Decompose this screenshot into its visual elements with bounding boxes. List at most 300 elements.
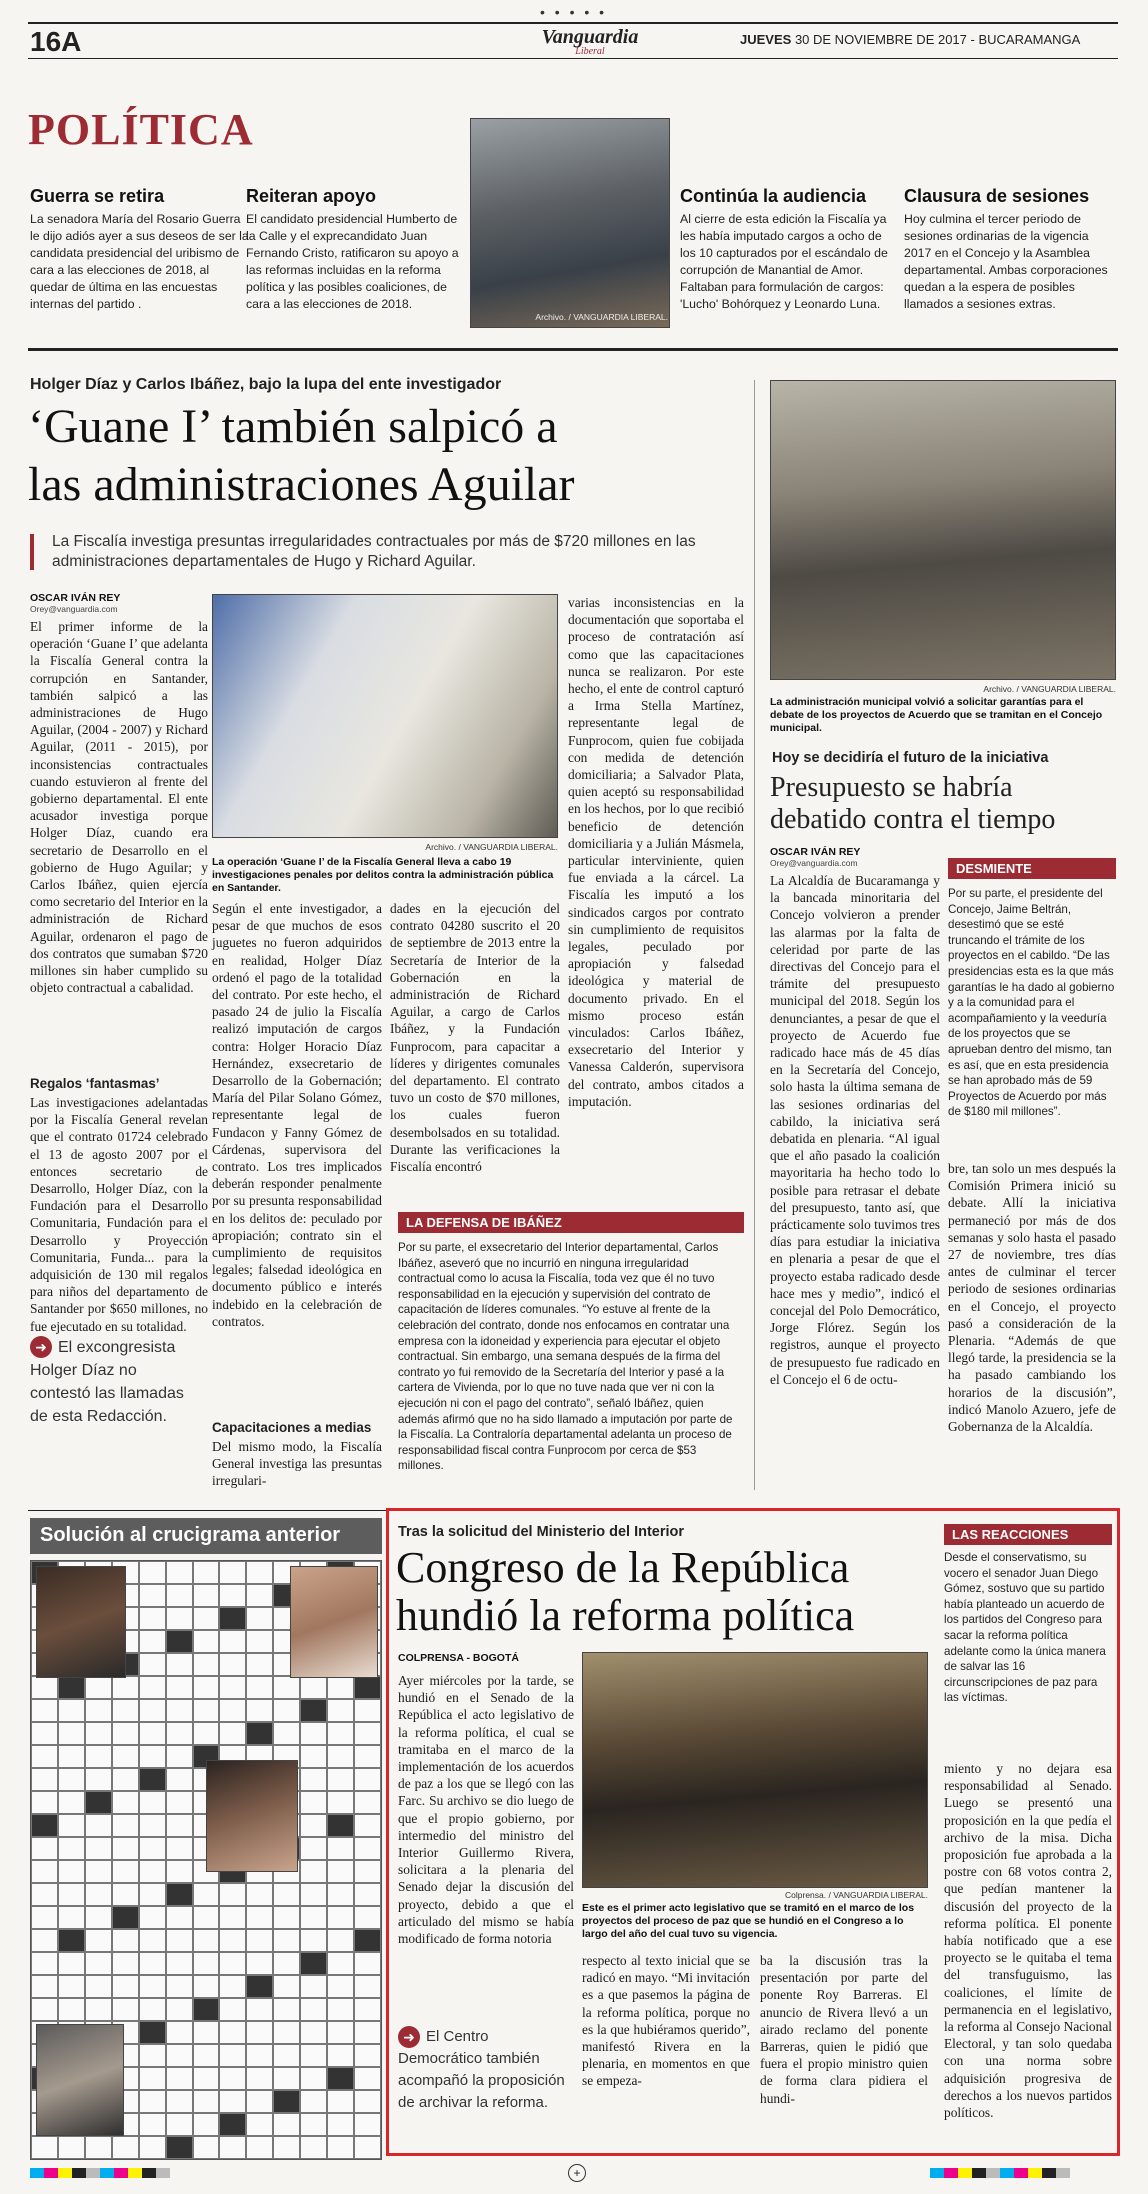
crossword-cell bbox=[327, 1676, 354, 1699]
crossword-cell bbox=[273, 2067, 300, 2090]
crossword-cell bbox=[246, 1630, 273, 1653]
crossword-cell bbox=[354, 1975, 381, 1998]
crossword-cell bbox=[354, 1952, 381, 1975]
crossword-cell bbox=[31, 1837, 58, 1860]
crossword-cell bbox=[273, 1722, 300, 1745]
brief-title: Guerra se retira bbox=[30, 186, 165, 206]
crossword-cell bbox=[112, 1814, 139, 1837]
crossword-cell bbox=[327, 1745, 354, 1768]
crossword-cell bbox=[273, 2090, 300, 2113]
article3-reacciones-tag: LAS REACCIONES bbox=[944, 1524, 1112, 1545]
crosshair-icon: + bbox=[568, 2164, 586, 2182]
crossword-cell bbox=[273, 2113, 300, 2136]
crossword-cell bbox=[246, 1975, 273, 1998]
crossword-cell bbox=[300, 2067, 327, 2090]
crossword-cell bbox=[166, 2044, 193, 2067]
color-registration-bar-right bbox=[930, 2168, 1070, 2178]
crossword-cell bbox=[327, 1768, 354, 1791]
crossword-cell bbox=[327, 1929, 354, 1952]
crossword-cell bbox=[273, 2136, 300, 2159]
arrow-right-icon: ➜ bbox=[30, 1336, 52, 1358]
crossword-cell bbox=[354, 1814, 381, 1837]
crossword-cell bbox=[300, 1676, 327, 1699]
crossword-portrait-3 bbox=[206, 1760, 298, 1872]
article2-byline: OSCAR IVÁN REY bbox=[770, 846, 861, 858]
article1-defensa-text: Por su parte, el exsecretario del Interior departamental, Carlos Ibáñez, aseveró que no incurrió en ninguna irregularidad contractual como lo acusa la Fiscalía, toda vez que él no tuvo responsabilidad en la ejecución y supervisión del contrato de capacitación de líderes comunales. “Yo estuve al frente de la celebración del contrato, donde nos enfocamos en contratar una empresa con la idoneidad y experiencia para ejecutar el objeto contractual. Sin embargo, una semana después de la firma del contrato yo fui removido de la Secretaría del Interior y pasé a la cartera de Vivienda, por lo que no tuve nada que ver ni con la ejecución ni con el pago del contrato”, señaló Ibáñez, quien además afirmó que no ha sido llamado a imputación por parte de la Fiscalía. La Contraloría departamental adelanta un proceso de responsabilidad fiscal contra Funprocom por cerca de $53 millones. bbox=[398, 1241, 733, 1473]
crossword-cell bbox=[58, 1768, 85, 1791]
crossword-cell bbox=[139, 2136, 166, 2159]
headline-line: hundió la reforma política bbox=[396, 1591, 855, 1640]
brand-sub: Liberal bbox=[575, 46, 605, 57]
crossword-cell bbox=[354, 1860, 381, 1883]
crossword-cell bbox=[166, 1630, 193, 1653]
article2-desmiente-text: Por su parte, el presidente del Concejo, Jaime Beltrán, desestimó que se esté truncando el trámite de los proyectos en el cabildo. “De las presidencias esta es la que más garantías le ha dado al gobierno y a la comunidad para el acompañamiento y la veeduría de los proyectos que se aprueban dentro del mismo, tan es así, que en esta presidencia se han aprobado más de 59 Proyectos de Acuerdo por más de $180 mil millones”. bbox=[948, 887, 1115, 1119]
crossword-cell bbox=[219, 2090, 246, 2113]
crossword-cell bbox=[300, 1975, 327, 1998]
crossword-cell bbox=[246, 1952, 273, 1975]
date-rest: 30 DE NOVIEMBRE DE 2017 - BUCARAMANGA bbox=[794, 32, 1081, 47]
crossword-cell bbox=[58, 1906, 85, 1929]
crossword-cell bbox=[58, 1929, 85, 1952]
crossword-cell bbox=[354, 1791, 381, 1814]
article2-email: Orey@vanguardia.com bbox=[770, 858, 858, 868]
crossword-cell bbox=[166, 1699, 193, 1722]
crossword-cell bbox=[300, 1745, 327, 1768]
crossword-cell bbox=[300, 2113, 327, 2136]
crossword-cell bbox=[31, 1791, 58, 1814]
crossword-cell bbox=[193, 2021, 220, 2044]
crossword-cell bbox=[58, 1699, 85, 1722]
crossword-cell bbox=[300, 1998, 327, 2021]
crossword-cell bbox=[85, 1676, 112, 1699]
crossword-cell bbox=[219, 2067, 246, 2090]
crossword-cell bbox=[354, 1676, 381, 1699]
crossword-cell bbox=[193, 1906, 220, 1929]
crossword-cell bbox=[139, 1607, 166, 1630]
crossword-cell bbox=[139, 1929, 166, 1952]
crossword-cell bbox=[219, 2044, 246, 2067]
crossword-cell bbox=[139, 1653, 166, 1676]
pull-text: El Centro Democrático también acompañó la proposición de archivar la reforma. bbox=[398, 2028, 565, 2111]
crossword-cell bbox=[219, 1630, 246, 1653]
crossword-cell bbox=[166, 1653, 193, 1676]
article1-photo bbox=[212, 594, 558, 838]
article3-byline: COLPRENSA - BOGOTÁ bbox=[398, 1652, 519, 1664]
crossword-cell bbox=[31, 1814, 58, 1837]
crossword-cell bbox=[166, 1676, 193, 1699]
crossword-cell bbox=[273, 1883, 300, 1906]
crossword-cell bbox=[31, 1722, 58, 1745]
header-top-rule bbox=[28, 22, 1118, 24]
crossword-cell bbox=[246, 2113, 273, 2136]
crossword-cell bbox=[139, 1630, 166, 1653]
crossword-cell bbox=[166, 1607, 193, 1630]
crossword-cell bbox=[58, 1952, 85, 1975]
crossword-cell bbox=[139, 1722, 166, 1745]
color-registration-bar-left bbox=[30, 2168, 170, 2178]
crossword-cell bbox=[354, 1837, 381, 1860]
crossword-cell bbox=[193, 1676, 220, 1699]
crossword-cell bbox=[58, 1791, 85, 1814]
crossword-cell bbox=[166, 1883, 193, 1906]
crossword-cell bbox=[139, 1998, 166, 2021]
crossword-cell bbox=[246, 2044, 273, 2067]
crossword-cell bbox=[193, 1561, 220, 1584]
article1-col3: dades en la ejecución del contrato 04280 suscrito el 20 de septiembre de 2013 entre la Secretaría de Interior de la Gobernación en la administración de Richard Aguilar, a cargo de Carlos Ibáñez, y la Fundación Funprocom, para capacitar a líderes y dirigentes comunales del departamento. El contrato tuvo un costo de $70 millones, los cuales fueron desembolsados en su totalidad. Durante las verificaciones la Fiscalía encontró bbox=[390, 901, 560, 1175]
crossword-cell bbox=[219, 1653, 246, 1676]
crossword-cell bbox=[327, 1906, 354, 1929]
crossword-cell bbox=[139, 2113, 166, 2136]
crossword-cell bbox=[85, 2136, 112, 2159]
crossword-cell bbox=[193, 1653, 220, 1676]
crossword-cell bbox=[85, 1952, 112, 1975]
crossword-cell bbox=[112, 1745, 139, 1768]
crossword-cell bbox=[166, 2113, 193, 2136]
crossword-cell bbox=[246, 1584, 273, 1607]
article3-photo-caption: Este es el primer acto legislativo que se tramitó en el marco de los proyectos del proceso de paz que se hundió en el Congreso a lo largo del año del cual tuvo su vigencia. bbox=[582, 1902, 915, 1940]
article2-desmiente-tag: DESMIENTE bbox=[948, 858, 1116, 879]
crossword-cell bbox=[246, 1722, 273, 1745]
article3-photo bbox=[582, 1652, 928, 1888]
crossword-cell bbox=[219, 1584, 246, 1607]
article3-kicker: Tras la solicitud del Ministerio del Interior bbox=[398, 1524, 685, 1540]
crossword-cell bbox=[273, 1929, 300, 1952]
crossword-cell bbox=[193, 1929, 220, 1952]
crossword-cell bbox=[246, 1883, 273, 1906]
crossword-cell bbox=[58, 2136, 85, 2159]
crossword-cell bbox=[85, 1860, 112, 1883]
section-title: POLÍTICA bbox=[28, 105, 254, 154]
crossword-cell bbox=[300, 2090, 327, 2113]
crossword-cell bbox=[354, 1699, 381, 1722]
crossword-cell bbox=[31, 1745, 58, 1768]
brief-text: Hoy culmina el tercer periodo de sesiones ordinarias de la vigencia 2017 en el Concejo y la Asamblea departamental. Ambas corporaciones quedan a la espera de posibles llamados a sesiones extras. bbox=[904, 212, 1108, 311]
crossword-cell bbox=[166, 1791, 193, 1814]
crossword-cell bbox=[273, 1906, 300, 1929]
crossword-cell bbox=[300, 1860, 327, 1883]
pull-text: El excongresista Holger Díaz no contestó las llamadas de esta Redacción. bbox=[30, 1339, 184, 1425]
crossword-portrait-2 bbox=[290, 1566, 378, 1678]
crossword-cell bbox=[139, 1676, 166, 1699]
crossword-cell bbox=[219, 1722, 246, 1745]
crossword-cell bbox=[31, 1929, 58, 1952]
crossword-cell bbox=[139, 1837, 166, 1860]
crossword-cell bbox=[327, 2044, 354, 2067]
crossword-cell bbox=[58, 1998, 85, 2021]
article1-headline bbox=[28, 398, 768, 514]
crossword-cell bbox=[219, 1906, 246, 1929]
crossword-cell bbox=[58, 1745, 85, 1768]
crossword-cell bbox=[219, 1699, 246, 1722]
crossword-cell bbox=[112, 1699, 139, 1722]
crossword-cell bbox=[327, 1814, 354, 1837]
crossword-cell bbox=[85, 1998, 112, 2021]
article1-col1b: Las investigaciones adelantadas por la Fiscalía General revelan que el contrato 01724 celebrado el 13 de agosto 2007 por el entonces secretario de Desarrollo, Holger Díaz, con la Fundación para el Desarrollo Comunitaria, Fundación para el Desarrollo y Proyección Comunitaria, Funda... para la adquisición de 130 mil regalos para niños del departamento de Santander por $650 millones, no fue ejecutado en su totalidad. bbox=[30, 1095, 208, 1334]
crossword-cell bbox=[246, 2090, 273, 2113]
crossword-cell bbox=[58, 1837, 85, 1860]
crossword-cell bbox=[354, 1745, 381, 1768]
article3-col2: respecto al texto inicial que se radicó en mayo. “Mi invitación es a que pasemos la página de la reforma política, porque no es la que hubiéramos querido”, manifestó Rivera en la plenaria, en momentos en que se empeza- bbox=[582, 1953, 750, 2089]
crossword-cell bbox=[300, 2136, 327, 2159]
crossword-cell bbox=[327, 1722, 354, 1745]
crossword-cell bbox=[327, 1975, 354, 1998]
crossword-cell bbox=[327, 1699, 354, 1722]
crossword-cell bbox=[139, 1699, 166, 1722]
article2-headline: Presupuesto se habría debatido contra el tiempo bbox=[770, 772, 1056, 835]
crossword-cell bbox=[31, 1883, 58, 1906]
crossword-cell bbox=[246, 1929, 273, 1952]
crossword-cell bbox=[112, 2136, 139, 2159]
crossword-cell bbox=[166, 1906, 193, 1929]
crossword-cell bbox=[354, 2067, 381, 2090]
article1-col2b: Del mismo modo, la Fiscalía General investiga las presuntas irregulari- bbox=[212, 1439, 382, 1489]
crossword-cell bbox=[300, 2021, 327, 2044]
headline-line: Congreso de la República bbox=[396, 1543, 850, 1592]
crossword-cell bbox=[246, 1699, 273, 1722]
crossword-cell bbox=[166, 2136, 193, 2159]
crossword-cell bbox=[31, 1975, 58, 1998]
dek-marker bbox=[30, 534, 34, 570]
crossword-cell bbox=[219, 1952, 246, 1975]
crossword-cell bbox=[300, 1883, 327, 1906]
crossword-cell bbox=[219, 1607, 246, 1630]
crossword-cell bbox=[300, 1768, 327, 1791]
crossword-cell bbox=[273, 1952, 300, 1975]
brief-reiteran bbox=[246, 186, 468, 313]
crossword-cell bbox=[300, 1791, 327, 1814]
crossword-cell bbox=[139, 1952, 166, 1975]
crossword-cell bbox=[246, 1607, 273, 1630]
crossword-cell bbox=[193, 1998, 220, 2021]
crossword-cell bbox=[246, 2067, 273, 2090]
crossword-cell bbox=[300, 2044, 327, 2067]
crossword-cell bbox=[166, 1929, 193, 1952]
crossword-cell bbox=[219, 2136, 246, 2159]
article1-pull-quote bbox=[30, 1336, 200, 1428]
crossword-cell bbox=[166, 1998, 193, 2021]
crossword-cell bbox=[58, 1722, 85, 1745]
crossword-cell bbox=[166, 1860, 193, 1883]
crossword-cell bbox=[31, 1699, 58, 1722]
brief-text: La senadora María del Rosario Guerra le dijo adiós ayer a sus deseos de ser la candidata presidencial del uribismo de cara a las elecciones de 2018, al quedar de última en las encuestas internas del partido . bbox=[30, 212, 249, 311]
brief-clausura bbox=[904, 186, 1114, 313]
crossword-cell bbox=[85, 1768, 112, 1791]
crossword-cell bbox=[166, 1837, 193, 1860]
crossword-cell bbox=[31, 1906, 58, 1929]
crossword-cell bbox=[193, 1975, 220, 1998]
crossword-cell bbox=[327, 1998, 354, 2021]
crossword-cell bbox=[193, 1722, 220, 1745]
crossword-cell bbox=[112, 1975, 139, 1998]
crossword-cell bbox=[112, 1906, 139, 1929]
crossword-cell bbox=[327, 1837, 354, 1860]
crossword-cell bbox=[354, 2090, 381, 2113]
crossword-cell bbox=[139, 1584, 166, 1607]
crossword-cell bbox=[31, 1952, 58, 1975]
crossword-cell bbox=[58, 1676, 85, 1699]
crossword-cell bbox=[246, 1998, 273, 2021]
crossword-cell bbox=[166, 1768, 193, 1791]
crossword-cell bbox=[273, 1975, 300, 1998]
article3-pull-quote bbox=[398, 2026, 574, 2114]
brand-name: Vanguardia bbox=[541, 26, 639, 48]
crossword-cell bbox=[31, 1676, 58, 1699]
article1-kicker: Holger Díaz y Carlos Ibáñez, bajo la lupa del ente investigador bbox=[30, 376, 502, 393]
crossword-cell bbox=[219, 1929, 246, 1952]
crossword-cell bbox=[166, 1584, 193, 1607]
crossword-cell bbox=[300, 1814, 327, 1837]
crossword-cell bbox=[85, 1722, 112, 1745]
crossword-cell bbox=[354, 2021, 381, 2044]
crossword-cell bbox=[85, 1837, 112, 1860]
brief-text: El candidato presidencial Humberto de la Calle y el exprecandidato Juan Fernando Cristo, ratificaron su apoyo a las reformas incluidas en la reforma política y las posibles coaliciones, de cara a las elecciones de 2018. bbox=[246, 212, 459, 311]
crossword-cell bbox=[354, 1929, 381, 1952]
crossword-cell bbox=[327, 2067, 354, 2090]
crossword-cell bbox=[193, 2090, 220, 2113]
crossword-cell bbox=[354, 1883, 381, 1906]
crossword-title: Solución al crucigrama anterior bbox=[30, 1518, 382, 1554]
crossword-cell bbox=[354, 1906, 381, 1929]
crossword-cell bbox=[112, 1883, 139, 1906]
crossword-cell bbox=[112, 1860, 139, 1883]
crossword-cell bbox=[85, 1906, 112, 1929]
article3-reacciones-text: Desde el conservatismo, su vocero el senador Juan Diego Gómez, sostuvo que su partido había planteado un acuerdo de los partidos del Congreso para sacar la reforma política adelante como la única manera de salvar las 16 circunscripciones de paz para las víctimas. bbox=[944, 1551, 1106, 1705]
crossword-cell bbox=[327, 1952, 354, 1975]
crossword-cell bbox=[85, 1929, 112, 1952]
crossword-cell bbox=[300, 1906, 327, 1929]
crossword-cell bbox=[166, 1722, 193, 1745]
page-number: 16A bbox=[30, 26, 82, 57]
crossword-cell bbox=[327, 2090, 354, 2113]
article2-col1: La Alcaldía de Bucaramanga y la bancada minoritaria del Concejo volvieron a prender las alarmas por la falta de celeridad por parte de las directivas del Concejo para el trámite del presupuesto municipal del 2018. Según los denunciantes, a pesar de que el proyecto de Acuerdo fue radicado hace más de 45 días en la Secretaría del Concejo, solo hasta la última semana de las sesiones ordinarias del cabildo, la iniciativa será debatida en plenaria. “Al igual que el año pasado la coalición mayoritaria ha hecho todo lo posible para retrasar el debate del presupuesto, tanto así, que prácticamente solo tuvimos tres días para estudiar la iniciativa en plenaria a pesar de que el proyecto estaba radicado desde hace mes y medio”, indicó el concejal del Polo Democrático, Jorge Flórez. Según los registros, aunque el proyecto de presupuesto fue radicado en el Concejo el 6 de octu- bbox=[770, 873, 940, 1387]
crossword-cell bbox=[354, 1768, 381, 1791]
article2-col2: bre, tan solo un mes después la Comisión Primera inició su debate. Allí la iniciativa permaneció por más de dos semanas y solo hasta el pasado 27 de noviembre, tres días antes de culminar el tercer periodo de sesiones ordinarias en el Concejo, el proyecto pasó a consideración de la Plenaria. “Además de que llegó tarde, la presidencia se la ha pasado cambiando los horarios de la discusión”, indicó Manolo Azuero, jefe de Gobernanza de la Alcaldía. bbox=[948, 1161, 1116, 1435]
article2-kicker: Hoy se decidiría el futuro de la iniciativa bbox=[772, 750, 1049, 766]
crossword-cell bbox=[31, 1998, 58, 2021]
crossword-cell bbox=[58, 1860, 85, 1883]
crossword-cell bbox=[139, 1745, 166, 1768]
crossword-cell bbox=[219, 2021, 246, 2044]
crossword-cell bbox=[327, 1883, 354, 1906]
crossword-cell bbox=[273, 2021, 300, 2044]
crossword-cell bbox=[112, 1768, 139, 1791]
crossword-cell bbox=[354, 2136, 381, 2159]
article2-photo bbox=[770, 380, 1116, 680]
crossword-cell bbox=[139, 1975, 166, 1998]
crossword-cell bbox=[193, 1630, 220, 1653]
article2-photo-caption: La administración municipal volvió a solicitar garantías para el debate de los proyectos de Acuerdo que se tramitan en el Concejo municipal. bbox=[770, 696, 1103, 734]
crossword-cell bbox=[112, 1676, 139, 1699]
crossword-cell bbox=[300, 1699, 327, 1722]
article1-photo-credit: Archivo. / VANGUARDIA LIBERAL. bbox=[425, 842, 558, 852]
crossword-cell bbox=[300, 1837, 327, 1860]
brief-photo-credit: Archivo. / VANGUARDIA LIBERAL. bbox=[535, 312, 668, 322]
column-divider bbox=[754, 380, 755, 1490]
crossword-cell bbox=[193, 2113, 220, 2136]
article1-byline: OSCAR IVÁN REY bbox=[30, 592, 121, 604]
brief-guerra bbox=[30, 186, 250, 313]
crossword-portrait-1 bbox=[36, 1566, 126, 1678]
article1-dek: La Fiscalía investiga presuntas irregularidades contractuales por más de $720 millones en las administraciones departamentales de Hugo y Richard Aguilar. bbox=[52, 533, 696, 570]
article3-col4: miento y no dejara esa responsabilidad al Senado. Luego se presentó una proposición en la que pedía el archivo de la misa. Dicha proposición fue aprobada a la postre con 68 votos contra 2, que pedían mantener la discusión del proyecto de la reforma política. El ponente había notificado que a ese proyecto se le quitaba el tema del transfuguismo, las coaliciones, el límite de permanencia en el legislativo, la reforma al Consejo Nacional Electoral, y tan solo quedaba con una norma sobre adquisición progresiva de derechos a los nuevos partidos políticos. bbox=[944, 1761, 1112, 2121]
crossword-cell bbox=[139, 1883, 166, 1906]
crossword-cell bbox=[139, 2021, 166, 2044]
crossword-cell bbox=[139, 1814, 166, 1837]
crossword-cell bbox=[166, 2021, 193, 2044]
crossword-cell bbox=[58, 1814, 85, 1837]
crossword-cell bbox=[327, 1791, 354, 1814]
article1-sub2: Capacitaciones a medias bbox=[212, 1420, 372, 1435]
article1-photo-caption: La operación ‘Guane I’ de la Fiscalía General lleva a cabo 19 investigaciones penales por delitos contra la administración pública en Santander. bbox=[212, 856, 554, 894]
crossword-cell bbox=[85, 1745, 112, 1768]
crossword-cell bbox=[166, 1975, 193, 1998]
header-date bbox=[740, 32, 1080, 47]
crossword-cell bbox=[112, 1722, 139, 1745]
crossword-cell bbox=[273, 1998, 300, 2021]
crossword-cell bbox=[112, 1952, 139, 1975]
crossword-cell bbox=[354, 1722, 381, 1745]
brief-title: Continúa la audiencia bbox=[680, 186, 867, 206]
crossword-cell bbox=[327, 2136, 354, 2159]
crossword-cell bbox=[354, 2044, 381, 2067]
article3-col3: ba la discusión tras la presentación por parte del ponente Roy Barreras. El anuncio de Rivera llevó a un airado reclamo del ponente Barreras, quien le pidió que fuera el propio ministro quien de forma clara pidiera el hundi- bbox=[760, 1953, 928, 2106]
crossword-cell bbox=[273, 1699, 300, 1722]
crossword-cell bbox=[139, 1791, 166, 1814]
crossword-cell bbox=[193, 1883, 220, 1906]
brief-text: Al cierre de esta edición la Fiscalía ya les había imputado cargos a ocho de los 10 capturados por el escándalo de corrupción de Manantial de Amor. Faltaban para formulación de cargos: 'Lucho' Bohórquez y Leonardo Luna. bbox=[680, 212, 888, 311]
brief-photo bbox=[470, 118, 670, 328]
crossword-cell bbox=[112, 1791, 139, 1814]
crossword-cell bbox=[31, 1768, 58, 1791]
crossword-cell bbox=[166, 1561, 193, 1584]
crossword-cell bbox=[300, 1722, 327, 1745]
crossword-cell bbox=[139, 1561, 166, 1584]
crossword-cell bbox=[246, 2136, 273, 2159]
brief-title: Clausura de sesiones bbox=[904, 186, 1090, 206]
crossword-cell bbox=[246, 2021, 273, 2044]
article1-col1: El primer informe de la operación ‘Guane I’ que adelanta la Fiscalía General contra la corrupción en Santander, también salpicó a las administraciones de Hugo Aguilar, (2004 - 2007) y Richard Aguilar, (2011 - 2015), por inconsistencias contractuales cuando estuvieron al frente del gobierno departamental. El ente acusador investiga porque Holger Díaz, cuando era secretario de Desarrollo en el gobierno de Hugo Aguilar; y Carlos Ibáñez, quien ejercía como secretario del Interior en la administración de Richard Aguilar, ordenaron el pago de dos contratos que sumaban $720 millones sin haber cumplido su objeto contractual a cabalidad. bbox=[30, 619, 208, 996]
crossword-cell bbox=[31, 1860, 58, 1883]
crossword-cell bbox=[139, 2044, 166, 2067]
brief-title: Reiteran apoyo bbox=[246, 186, 377, 206]
crossword-cell bbox=[85, 1699, 112, 1722]
crossword-cell bbox=[31, 2136, 58, 2159]
crossword-cell bbox=[246, 1653, 273, 1676]
crossword-cell bbox=[58, 1975, 85, 1998]
crossword-cell bbox=[166, 1952, 193, 1975]
arrow-right-icon: ➜ bbox=[398, 2026, 420, 2048]
crossword-cell bbox=[246, 1676, 273, 1699]
crossword-cell bbox=[327, 1860, 354, 1883]
date-weekday: JUEVES bbox=[740, 32, 792, 47]
crossword-cell bbox=[327, 2021, 354, 2044]
crossword-portrait-4 bbox=[36, 2024, 124, 2136]
crossword-cell bbox=[193, 2136, 220, 2159]
crossword-cell bbox=[327, 2113, 354, 2136]
headline-line: ‘Guane I’ también salpicó a bbox=[28, 400, 558, 453]
crossword-cell bbox=[354, 2113, 381, 2136]
crossword-cell bbox=[85, 1883, 112, 1906]
crossword-cell bbox=[139, 2090, 166, 2113]
crossword-cell bbox=[219, 1998, 246, 2021]
article3-photo-credit: Colprensa. / VANGUARDIA LIBERAL. bbox=[785, 1890, 928, 1900]
crossword-cell bbox=[219, 1883, 246, 1906]
article1-col4: varias inconsistencias en la documentación que soportaba el proceso de contratación así como que las capacitaciones nunca se realizaron. Por este hecho, el ente de control capturó a Irma Stella Martínez, representante legal de Funprocom, quien fue cobijada con medida de detención domiciliaria; a Salvador Plata, quien aceptó su responsabilidad en los hechos, por lo que recibió beneficio de detención domiciliaria y a Julián Másmela, particular interviniente, quien fue enviada a la cárcel. La Fiscalía les imputó a los sindicados cargos por contrato sin cumplimiento de requisitos legales, peculado por apropiación y falsedad ideológica y material de documento privado. En el mismo proceso están vinculados: Carlos Ibáñez, exsecretario del Interior y Vanessa Calderón, supervisora del contrato, ambos citados a imputación. bbox=[568, 595, 744, 1109]
crossword-cell bbox=[139, 1768, 166, 1791]
article1-email: Orey@vanguardia.com bbox=[30, 604, 118, 614]
crossword-cell bbox=[85, 1814, 112, 1837]
crossword-cell bbox=[219, 1561, 246, 1584]
